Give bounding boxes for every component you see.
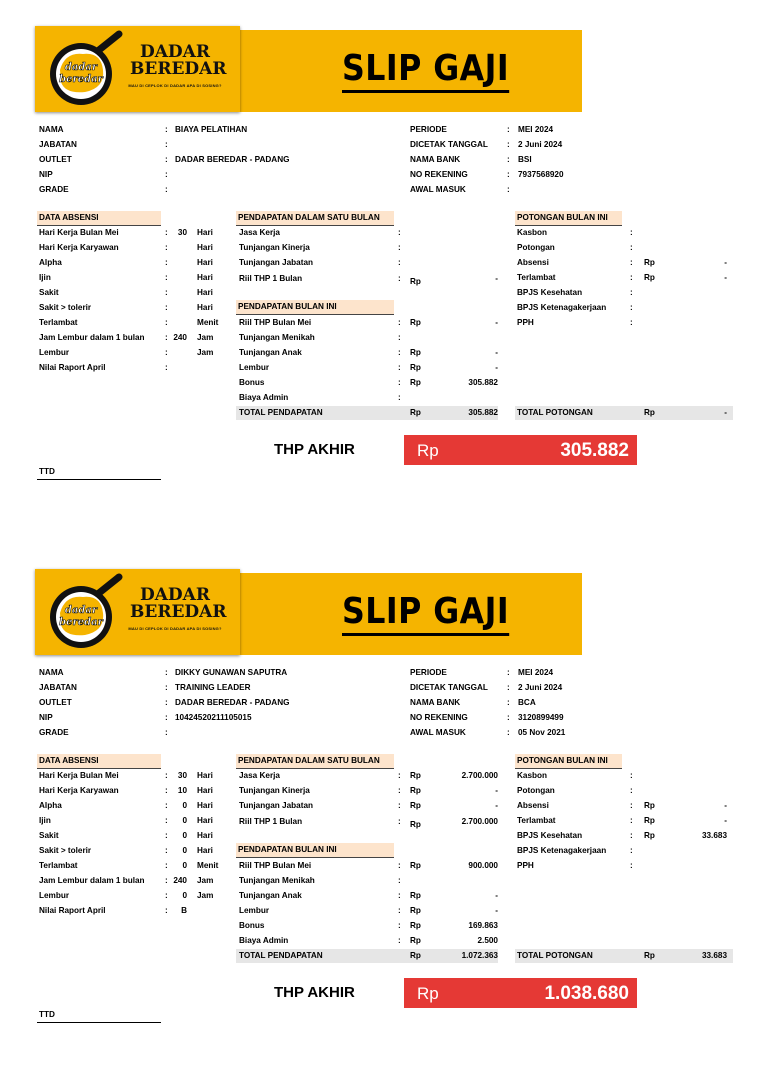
thp-akhir-box [404, 978, 637, 1008]
absensi-label: Sakit > tolerir [39, 846, 92, 855]
pendapatan-bulan-currency: Rp [410, 801, 421, 810]
frying-pan-logo-icon [43, 573, 125, 651]
info-label-bank: NAMA BANK [410, 155, 461, 164]
pendapatan-bulan-label: Tunjangan Jabatan [239, 258, 313, 267]
pendapatan-ini-value: - [495, 318, 498, 327]
potongan-label: Absensi [517, 801, 549, 810]
absensi-unit: Hari [197, 816, 213, 825]
potongan-colon: : [630, 258, 633, 267]
pendapatan-ini-colon: : [398, 921, 401, 930]
pendapatan-bulan-currency: Rp [410, 277, 421, 286]
pendapatan-ini-label: Riil THP Bulan Mei [239, 318, 312, 327]
absensi-label: Sakit > tolerir [39, 303, 92, 312]
potongan-label: Absensi [517, 258, 549, 267]
pendapatan-bulan-label: Jasa Kerja [239, 771, 280, 780]
thp-akhir-label: THP AKHIR [274, 441, 355, 458]
potongan-colon: : [630, 831, 633, 840]
absensi-label: Alpha [39, 801, 62, 810]
thp-akhir-box [404, 435, 637, 465]
logo-card [35, 569, 240, 655]
pendapatan-ini-colon: : [398, 393, 401, 402]
total-potongan-value: - [724, 408, 727, 417]
absensi-unit: Hari [197, 243, 213, 252]
info-colon: : [165, 698, 168, 707]
info-label-periode: PERIODE [410, 668, 447, 677]
pendapatan-ini-currency: Rp [410, 363, 421, 372]
pendapatan-ini-colon: : [398, 333, 401, 342]
slip-title: SLIP GAJI [342, 50, 509, 93]
pendapatan-bulan-currency: Rp [410, 786, 421, 795]
absensi-label: Nilai Raport April [39, 363, 106, 372]
absensi-value: 0 [182, 801, 187, 810]
logo-card [35, 26, 240, 112]
thp-akhir-value: 305.882 [560, 440, 629, 461]
potongan-value: - [724, 816, 727, 825]
info-colon: : [165, 683, 168, 692]
signature-line [37, 1022, 161, 1023]
section-header-pendapatan-bulan: PENDAPATAN DALAM SATU BULAN [236, 754, 394, 769]
absensi-colon: : [165, 228, 168, 237]
info-value-awal: 05 Nov 2021 [518, 728, 566, 737]
pendapatan-bulan-colon: : [398, 274, 401, 283]
absensi-unit: Menit [197, 318, 219, 327]
absensi-unit: Hari [197, 786, 213, 795]
absensi-unit: Hari [197, 801, 213, 810]
potongan-value: 33.683 [701, 831, 727, 840]
pendapatan-bulan-label: Tunjangan Jabatan [239, 801, 313, 810]
absensi-value: 0 [182, 816, 187, 825]
absensi-label: Lembur [39, 891, 70, 900]
potongan-label: Terlambat [517, 273, 556, 282]
total-potongan-label: TOTAL POTONGAN [517, 408, 593, 417]
absensi-label: Terlambat [39, 318, 78, 327]
info-colon: : [507, 185, 510, 194]
info-label-jabatan: JABATAN [39, 683, 77, 692]
info-colon: : [507, 683, 510, 692]
absensi-colon: : [165, 243, 168, 252]
info-colon: : [507, 698, 510, 707]
total-pendapatan-label: TOTAL PENDAPATAN [239, 408, 323, 417]
absensi-value: 30 [177, 228, 187, 237]
info-colon: : [165, 155, 168, 164]
potongan-colon: : [630, 303, 633, 312]
info-value-nip: 10424520211105015 [175, 713, 252, 722]
pendapatan-ini-value: 305.882 [468, 378, 498, 387]
slip-title: SLIP GAJI [342, 593, 509, 636]
thp-akhir-value: 1.038.680 [544, 983, 629, 1004]
pendapatan-ini-colon: : [398, 936, 401, 945]
total-pendapatan-value: 1.072.363 [461, 951, 498, 960]
info-label-outlet: OUTLET [39, 155, 72, 164]
absensi-value: 0 [182, 891, 187, 900]
pendapatan-ini-currency: Rp [410, 318, 421, 327]
section-header-absensi: DATA ABSENSI [37, 754, 161, 769]
potongan-value: - [724, 273, 727, 282]
tagline: MAU DI CEPLOK DI DADAR APA DI SOSING? [128, 626, 222, 631]
info-colon: : [165, 125, 168, 134]
pendapatan-ini-value: - [495, 906, 498, 915]
info-colon: : [165, 668, 168, 677]
pendapatan-bulan-colon: : [398, 243, 401, 252]
absensi-colon: : [165, 333, 168, 342]
info-value-periode: MEI 2024 [518, 125, 554, 134]
potongan-label: PPH [517, 318, 534, 327]
thp-currency: Rp [417, 984, 439, 1003]
frying-pan-logo-icon [43, 30, 125, 108]
logo-script-text: dadar [64, 62, 98, 73]
info-value-nama: BIAYA PELATIHAN [175, 125, 248, 134]
info-label-nip: NIP [39, 170, 53, 179]
ttd-label: TTD [39, 467, 55, 476]
potongan-label: Terlambat [517, 816, 556, 825]
pendapatan-bulan-label: Riil THP 1 Bulan [239, 817, 303, 826]
absensi-colon: : [165, 348, 168, 357]
thp-currency: Rp [417, 441, 439, 460]
pendapatan-ini-label: Riil THP Bulan Mei [239, 861, 312, 870]
brand-name: DADAR BEREDAR [130, 42, 227, 79]
pendapatan-ini-label: Tunjangan Anak [239, 348, 302, 357]
thp-akhir-label: THP AKHIR [274, 984, 355, 1001]
section-header-potongan: POTONGAN BULAN INI [515, 211, 622, 226]
potongan-value: - [724, 258, 727, 267]
info-colon: : [507, 170, 510, 179]
absensi-value: B [181, 906, 187, 915]
info-value-outlet: DADAR BEREDAR - PADANG [175, 155, 290, 164]
info-colon: : [507, 155, 510, 164]
potongan-currency: Rp [644, 258, 655, 267]
section-header-potongan: POTONGAN BULAN INI [515, 754, 622, 769]
pendapatan-bulan-value: - [495, 786, 498, 795]
info-label-bank: NAMA BANK [410, 698, 461, 707]
absensi-value: 10 [177, 786, 187, 795]
pendapatan-ini-value: - [495, 891, 498, 900]
potongan-label: BPJS Ketenagakerjaan [517, 846, 607, 855]
pendapatan-ini-currency: Rp [410, 891, 421, 900]
info-colon: : [165, 140, 168, 149]
absensi-label: Jam Lembur dalam 1 bulan [39, 333, 145, 342]
info-value-nama: DIKKY GUNAWAN SAPUTRA [175, 668, 288, 677]
absensi-colon: : [165, 876, 168, 885]
pendapatan-ini-label: Bonus [239, 921, 265, 930]
pendapatan-ini-label: Lembur [239, 906, 270, 915]
absensi-colon: : [165, 786, 168, 795]
pendapatan-ini-colon: : [398, 906, 401, 915]
total-potongan-currency: Rp [644, 951, 655, 960]
pendapatan-ini-colon: : [398, 363, 401, 372]
potongan-label: Potongan [517, 786, 555, 795]
info-value-bank: BSI [518, 155, 532, 164]
pendapatan-bulan-value: - [495, 274, 498, 283]
pendapatan-bulan-colon: : [398, 801, 401, 810]
absensi-colon: : [165, 258, 168, 267]
pendapatan-bulan-colon: : [398, 817, 401, 826]
absensi-unit: Hari [197, 771, 213, 780]
pendapatan-ini-value: - [495, 348, 498, 357]
section-header-pendapatan-ini: PENDAPATAN BULAN INI [236, 300, 394, 315]
info-colon: : [507, 713, 510, 722]
pendapatan-ini-value: - [495, 363, 498, 372]
info-colon: : [165, 170, 168, 179]
info-label-nip: NIP [39, 713, 53, 722]
info-colon: : [165, 185, 168, 194]
logo-script-text-2: beredar [59, 617, 103, 628]
info-colon: : [165, 728, 168, 737]
absensi-label: Sakit [39, 288, 59, 297]
absensi-label: Ijin [39, 273, 51, 282]
absensi-colon: : [165, 846, 168, 855]
pendapatan-ini-label: Lembur [239, 363, 270, 372]
info-label-nama: NAMA [39, 125, 64, 134]
potongan-colon: : [630, 861, 633, 870]
potongan-colon: : [630, 288, 633, 297]
pendapatan-bulan-label: Jasa Kerja [239, 228, 280, 237]
pendapatan-ini-label: Biaya Admin [239, 936, 289, 945]
info-label-outlet: OUTLET [39, 698, 72, 707]
salary-slip [0, 30, 768, 530]
absensi-unit: Jam [197, 348, 214, 357]
potongan-label: Kasbon [517, 771, 548, 780]
potongan-colon: : [630, 318, 633, 327]
absensi-colon: : [165, 303, 168, 312]
logo-script-text-2: beredar [59, 74, 103, 85]
info-colon: : [507, 668, 510, 677]
pendapatan-ini-colon: : [398, 318, 401, 327]
absensi-value: 0 [182, 846, 187, 855]
absensi-colon: : [165, 891, 168, 900]
potongan-colon: : [630, 243, 633, 252]
pendapatan-ini-currency: Rp [410, 921, 421, 930]
potongan-colon: : [630, 771, 633, 780]
info-value-rekening: 3120899499 [518, 713, 564, 722]
pendapatan-ini-colon: : [398, 876, 401, 885]
info-label-grade: GRADE [39, 185, 69, 194]
info-label-awal: AWAL MASUK [410, 185, 466, 194]
absensi-colon: : [165, 288, 168, 297]
potongan-label: BPJS Kesehatan [517, 831, 583, 840]
absensi-colon: : [165, 816, 168, 825]
absensi-colon: : [165, 363, 168, 372]
info-label-dicetak: DICETAK TANGGAL [410, 140, 488, 149]
absensi-unit: Hari [197, 258, 213, 267]
absensi-value: 240 [173, 333, 187, 342]
absensi-value: 30 [177, 771, 187, 780]
section-header-pendapatan-ini: PENDAPATAN BULAN INI [236, 843, 394, 858]
pendapatan-bulan-colon: : [398, 771, 401, 780]
absensi-colon: : [165, 906, 168, 915]
info-label-awal: AWAL MASUK [410, 728, 466, 737]
absensi-label: Nilai Raport April [39, 906, 106, 915]
pendapatan-ini-label: Tunjangan Menikah [239, 333, 315, 342]
pendapatan-ini-currency: Rp [410, 906, 421, 915]
potongan-label: BPJS Kesehatan [517, 288, 583, 297]
total-pendapatan-value: 305.882 [468, 408, 498, 417]
info-value-jabatan: TRAINING LEADER [175, 683, 251, 692]
absensi-label: Lembur [39, 348, 70, 357]
absensi-colon: : [165, 801, 168, 810]
potongan-label: PPH [517, 861, 534, 870]
info-label-grade: GRADE [39, 728, 69, 737]
potongan-colon: : [630, 846, 633, 855]
info-label-rekening: NO REKENING [410, 170, 468, 179]
pendapatan-bulan-currency: Rp [410, 820, 421, 829]
potongan-colon: : [630, 273, 633, 282]
pendapatan-ini-label: Tunjangan Menikah [239, 876, 315, 885]
total-pendapatan-currency: Rp [410, 408, 421, 417]
pendapatan-bulan-label: Tunjangan Kinerja [239, 786, 310, 795]
potongan-currency: Rp [644, 273, 655, 282]
info-value-dicetak: 2 Juni 2024 [518, 140, 563, 149]
absensi-label: Terlambat [39, 861, 78, 870]
absensi-unit: Hari [197, 288, 213, 297]
absensi-label: Hari Kerja Bulan Mei [39, 771, 119, 780]
absensi-unit: Hari [197, 303, 213, 312]
absensi-unit: Hari [197, 228, 213, 237]
potongan-label: BPJS Ketenagakerjaan [517, 303, 607, 312]
potongan-colon: : [630, 801, 633, 810]
absensi-unit: Jam [197, 876, 214, 885]
pendapatan-bulan-label: Tunjangan Kinerja [239, 243, 310, 252]
pendapatan-ini-colon: : [398, 348, 401, 357]
absensi-colon: : [165, 861, 168, 870]
pendapatan-bulan-colon: : [398, 258, 401, 267]
info-colon: : [165, 713, 168, 722]
potongan-currency: Rp [644, 801, 655, 810]
absensi-label: Hari Kerja Karyawan [39, 243, 119, 252]
info-label-rekening: NO REKENING [410, 713, 468, 722]
absensi-unit: Jam [197, 333, 214, 342]
info-value-dicetak: 2 Juni 2024 [518, 683, 563, 692]
total-pendapatan-currency: Rp [410, 951, 421, 960]
potongan-colon: : [630, 786, 633, 795]
pendapatan-ini-currency: Rp [410, 378, 421, 387]
pendapatan-bulan-value: - [495, 801, 498, 810]
pendapatan-ini-value: 169.863 [468, 921, 498, 930]
pendapatan-bulan-colon: : [398, 786, 401, 795]
pendapatan-bulan-value: 2.700.000 [461, 771, 498, 780]
absensi-value: 0 [182, 861, 187, 870]
absensi-colon: : [165, 831, 168, 840]
pendapatan-ini-label: Biaya Admin [239, 393, 289, 402]
section-header-pendapatan-bulan: PENDAPATAN DALAM SATU BULAN [236, 211, 394, 226]
pendapatan-bulan-label: Riil THP 1 Bulan [239, 274, 303, 283]
potongan-label: Potongan [517, 243, 555, 252]
info-label-jabatan: JABATAN [39, 140, 77, 149]
logo-script-text: dadar [64, 605, 98, 616]
total-potongan-label: TOTAL POTONGAN [517, 951, 593, 960]
absensi-label: Jam Lembur dalam 1 bulan [39, 876, 145, 885]
pendapatan-ini-value: 900.000 [468, 861, 498, 870]
section-header-absensi: DATA ABSENSI [37, 211, 161, 226]
total-potongan-value: 33.683 [701, 951, 727, 960]
total-pendapatan-label: TOTAL PENDAPATAN [239, 951, 323, 960]
potongan-colon: : [630, 816, 633, 825]
absensi-colon: : [165, 318, 168, 327]
absensi-value: 0 [182, 831, 187, 840]
absensi-label: Ijin [39, 816, 51, 825]
total-potongan-currency: Rp [644, 408, 655, 417]
pendapatan-bulan-colon: : [398, 228, 401, 237]
absensi-value: 240 [173, 876, 187, 885]
salary-slip [0, 573, 768, 1073]
pendapatan-bulan-value: 2.700.000 [461, 817, 498, 826]
pendapatan-ini-currency: Rp [410, 936, 421, 945]
potongan-currency: Rp [644, 831, 655, 840]
absensi-colon: : [165, 273, 168, 282]
absensi-label: Sakit [39, 831, 59, 840]
info-value-bank: BCA [518, 698, 536, 707]
absensi-unit: Hari [197, 273, 213, 282]
info-value-periode: MEI 2024 [518, 668, 554, 677]
potongan-currency: Rp [644, 816, 655, 825]
info-colon: : [507, 125, 510, 134]
ttd-label: TTD [39, 1010, 55, 1019]
absensi-unit: Hari [197, 831, 213, 840]
tagline: MAU DI CEPLOK DI DADAR APA DI SOSING? [128, 83, 222, 88]
absensi-label: Alpha [39, 258, 62, 267]
pendapatan-ini-value: 2.500 [477, 936, 498, 945]
signature-line [37, 479, 161, 480]
potongan-value: - [724, 801, 727, 810]
pendapatan-ini-label: Bonus [239, 378, 265, 387]
absensi-unit: Jam [197, 891, 214, 900]
absensi-colon: : [165, 771, 168, 780]
absensi-label: Hari Kerja Karyawan [39, 786, 119, 795]
info-colon: : [507, 728, 510, 737]
info-value-rekening: 7937568920 [518, 170, 564, 179]
info-colon: : [507, 140, 510, 149]
pendapatan-ini-colon: : [398, 378, 401, 387]
info-label-nama: NAMA [39, 668, 64, 677]
pendapatan-bulan-currency: Rp [410, 771, 421, 780]
potongan-colon: : [630, 228, 633, 237]
pendapatan-ini-colon: : [398, 861, 401, 870]
pendapatan-ini-currency: Rp [410, 861, 421, 870]
absensi-unit: Menit [197, 861, 219, 870]
potongan-label: Kasbon [517, 228, 548, 237]
absensi-label: Hari Kerja Bulan Mei [39, 228, 119, 237]
brand-name: DADAR BEREDAR [130, 585, 227, 622]
info-label-dicetak: DICETAK TANGGAL [410, 683, 488, 692]
pendapatan-ini-colon: : [398, 891, 401, 900]
pendapatan-ini-currency: Rp [410, 348, 421, 357]
pendapatan-ini-label: Tunjangan Anak [239, 891, 302, 900]
info-label-periode: PERIODE [410, 125, 447, 134]
absensi-unit: Hari [197, 846, 213, 855]
info-value-outlet: DADAR BEREDAR - PADANG [175, 698, 290, 707]
